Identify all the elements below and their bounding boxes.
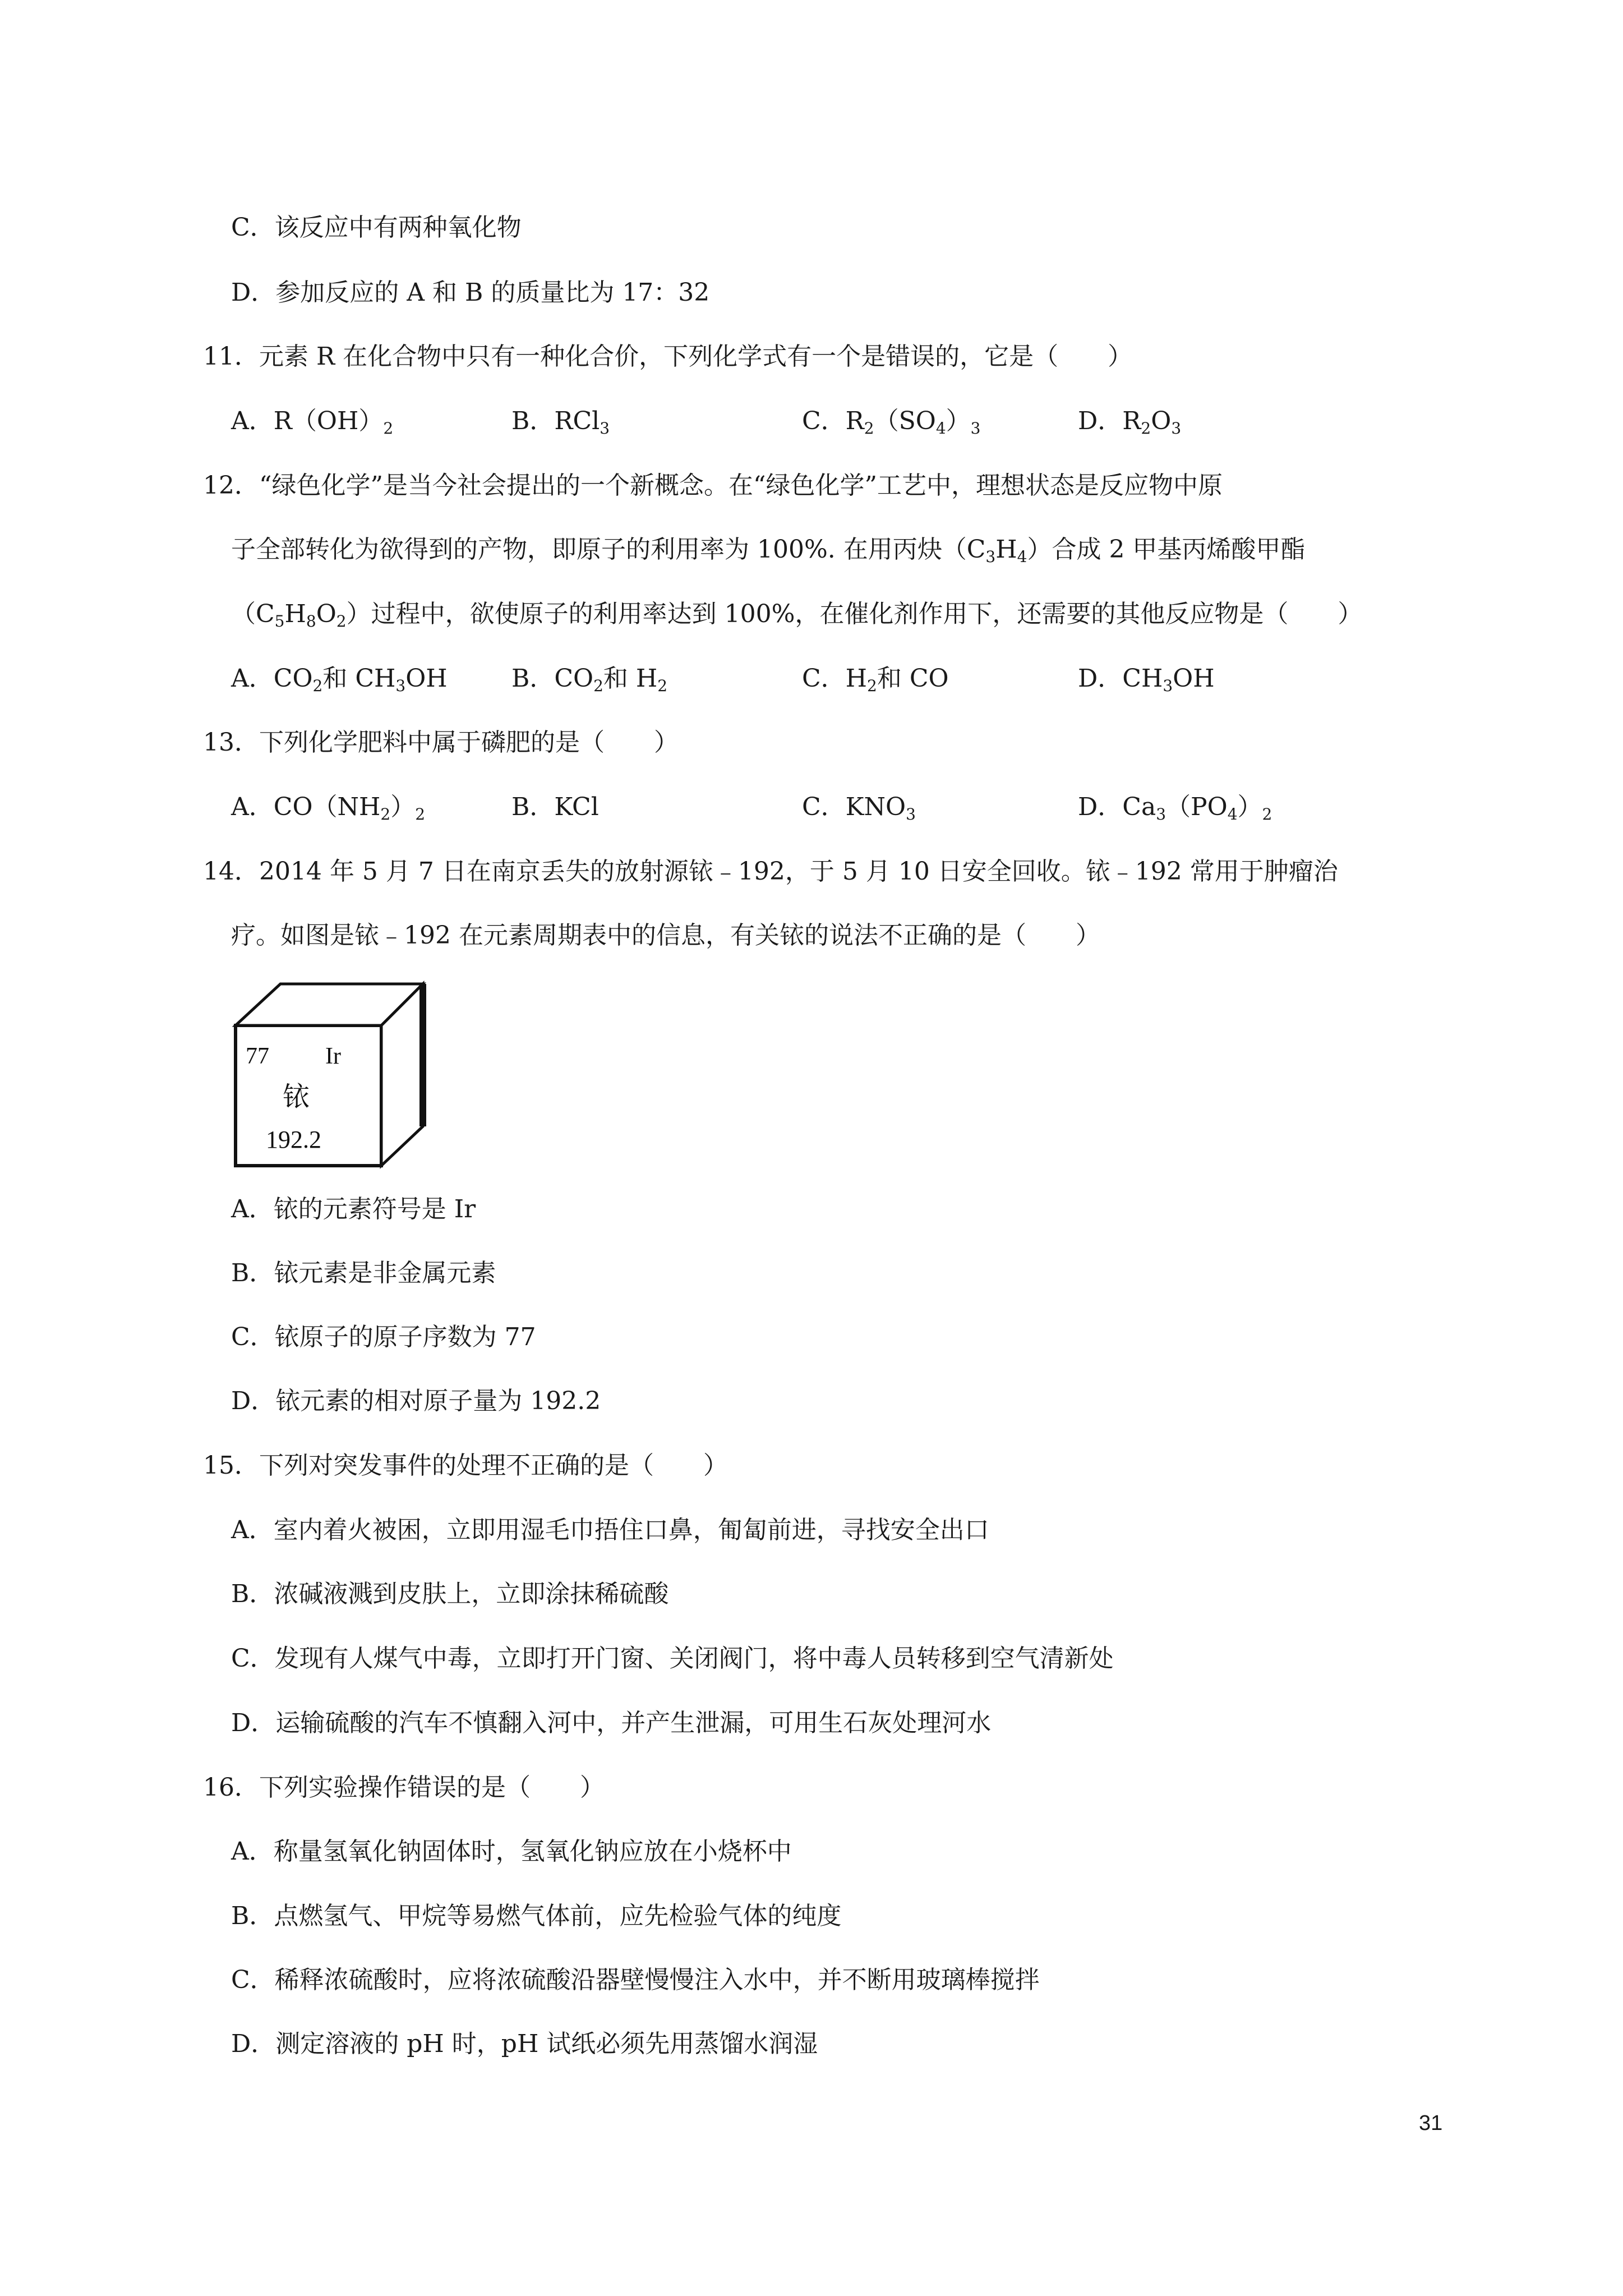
q15-option-a: A．室内着火被困，立即用湿毛巾捂住口鼻，匍匐前进，寻找安全出口: [231, 1516, 989, 1544]
q16-stem: 16．下列实验操作错误的是（ ）: [203, 1773, 605, 1802]
q11-option-c: C．$R_2(SO_4)_3$: [802, 407, 981, 438]
page-number: 31: [1419, 2111, 1443, 2135]
q10-option-c: C．该反应中有两种氧化物: [231, 213, 522, 242]
q13-option-c: C．$KNO_3$: [802, 793, 916, 823]
q14-option-b: B．铱元素是非金属元素: [231, 1259, 496, 1287]
q16-option-d: D．测定溶液的 pH 时，pH 试纸必须先用蒸馏水润湿: [231, 2030, 818, 2058]
q13-option-d: D．$Ca_3(PO_4)_2$: [1078, 793, 1272, 823]
q12-stem-line2: 子全部转化为欲得到的产物，即原子的利用率为 100%. 在用丙炔$(C_3H_4)$合成 2 甲基丙烯酸甲酯: [231, 535, 1306, 566]
q12-stem-line1: 12．“绿色化学”是当今社会提出的一个新概念。在“绿色化学”工艺中，理想状态是反应物中原: [203, 471, 1223, 500]
q12-option-d: D．$CH_3OH$: [1078, 664, 1215, 695]
q12-option-a: A．$CO_2$和 $CH_3OH$: [231, 664, 448, 695]
q13-stem: 13．下列化学肥料中属于磷肥的是（ ）: [203, 728, 679, 757]
q12-option-c: C．$H_2$和 CO: [802, 664, 949, 695]
q11-option-a: A．$R(OH)_2$: [231, 407, 394, 438]
q12-stem-line3: $(C_5H_8O_2)$过程中，欲使原子的利用率达到 100%，在催化剂作用下，还需要的其他反应物是（ ）: [231, 600, 1363, 631]
element-card-svg: [231, 979, 427, 1170]
q11-option-d: D．$R_2O_3$: [1078, 407, 1182, 438]
q14-option-a: A．铱的元素符号是 Ir: [231, 1195, 476, 1223]
q14-stem-line2: 疗。如图是铱﹣192 在元素周期表中的信息，有关铱的说法不正确的是（ ）: [231, 921, 1100, 950]
q14-option-c: C．铱原子的原子序数为 77: [231, 1323, 536, 1351]
q15-option-c: C．发现有人煤气中毒，立即打开门窗、关闭阀门，将中毒人员转移到空气清新处: [231, 1644, 1114, 1673]
q15-stem: 15．下列对突发事件的处理不正确的是（ ）: [203, 1451, 728, 1480]
q15-option-b: B．浓碱液溅到皮肤上，立即涂抹稀硫酸: [231, 1580, 669, 1608]
q16-option-b: B．点燃氢气、甲烷等易燃气体前，应先检验气体的纯度: [231, 1902, 842, 1930]
q11-stem: 11．元素 R 在化合物中只有一种化合价，下列化学式有一个是错误的，它是（ ）: [203, 342, 1133, 371]
q15-option-d: D．运输硫酸的汽车不慎翻入河中，并产生泄漏，可用生石灰处理河水: [231, 1709, 992, 1737]
element-symbol: Ir: [325, 1043, 341, 1069]
q14-stem-line1: 14．2014 年 5 月 7 日在南京丢失的放射源铱﹣192，于 5 月 10 日安全回收。铱﹣192 常用于肿瘤治: [203, 857, 1338, 886]
atomic-number: 77: [246, 1043, 269, 1069]
q10-option-d: D．参加反应的 A 和 B 的质量比为 17：32: [231, 278, 710, 307]
q12-option-b: B．$CO_2$和 $H_2$: [511, 664, 668, 695]
q16-option-c: C．稀释浓硫酸时，应将浓硫酸沿器壁慢慢注入水中，并不断用玻璃棒搅拌: [231, 1966, 1040, 1994]
q13-option-a: A．$CO(NH_2)_2$: [231, 793, 426, 823]
element-card-figure: [231, 979, 427, 1170]
q14-option-d: D．铱元素的相对原子量为 192.2: [231, 1387, 601, 1415]
q16-option-a: A．称量氢氧化钠固体时，氢氧化钠应放在小烧杯中: [231, 1837, 792, 1866]
q13-option-b: B．KCl: [511, 793, 599, 821]
q11-option-b: B．RCl$_3$: [511, 407, 610, 438]
atomic-mass: 192.2: [266, 1126, 321, 1153]
element-name: 铱: [283, 1082, 310, 1112]
